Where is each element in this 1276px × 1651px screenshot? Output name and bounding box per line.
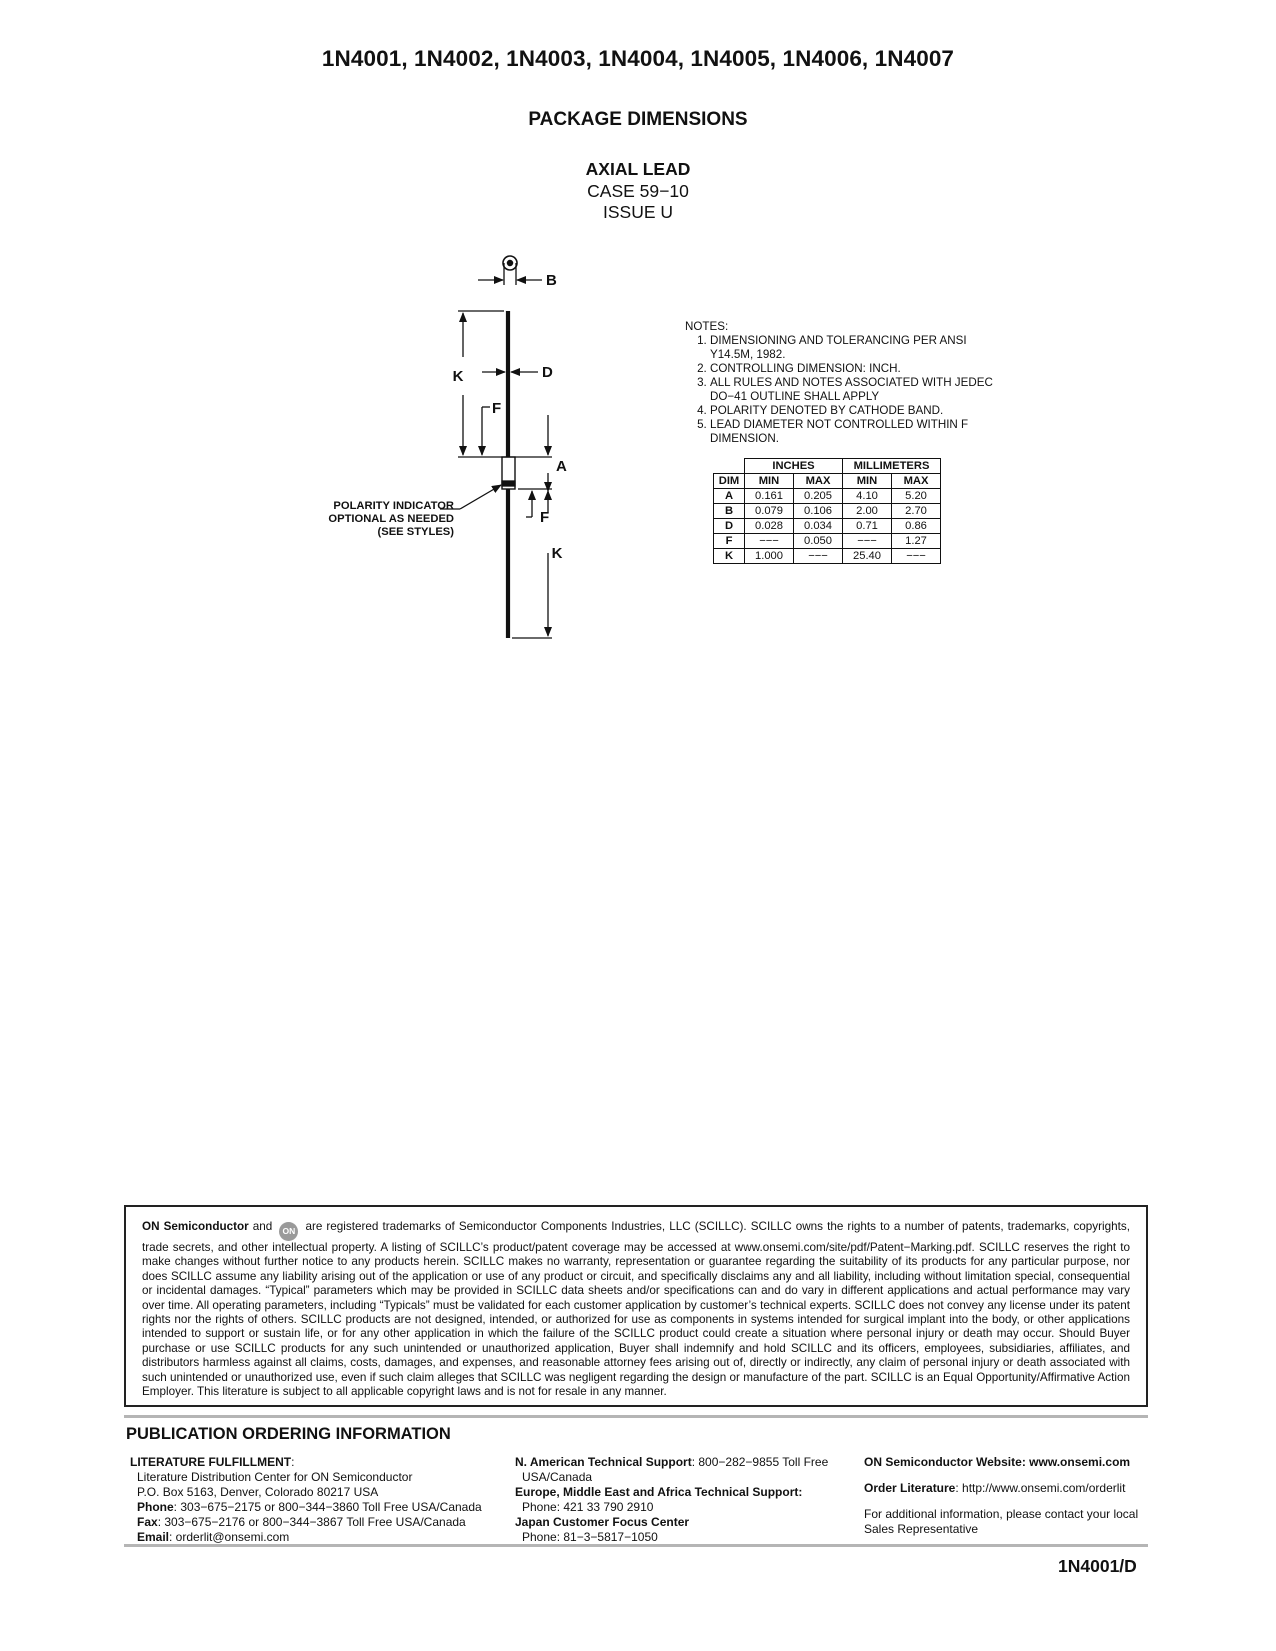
emea-support-label: Europe, Middle East and Africa Technical Support: bbox=[515, 1485, 803, 1499]
table-row bbox=[714, 489, 941, 504]
phone-value: : 303−675−2175 or 800−344−3860 Toll Free USA/Canada bbox=[173, 1500, 482, 1514]
polarity-leader bbox=[460, 485, 501, 509]
cell-in-min: 0.161 bbox=[745, 489, 794, 504]
document-id: 1N4001/D bbox=[1058, 1556, 1137, 1576]
cell-in-max: 0.050 bbox=[794, 534, 843, 549]
contact-text: For additional information, please contact your local Sales Representative bbox=[864, 1507, 1139, 1536]
cell-in-min: 0.028 bbox=[745, 519, 794, 534]
japan-center-label: Japan Customer Focus Center bbox=[515, 1515, 690, 1529]
label-f-bottom: F bbox=[540, 509, 550, 526]
table-row bbox=[714, 519, 941, 534]
notes-block bbox=[685, 320, 1005, 446]
polarity-line-3: (SEE STYLES) bbox=[377, 526, 454, 538]
cell-mm-max: −−− bbox=[892, 549, 941, 564]
literature-column bbox=[130, 1455, 510, 1545]
header-in-min: MIN bbox=[745, 474, 794, 489]
cell-mm-min: 4.10 bbox=[843, 489, 892, 504]
cell-in-min: −−− bbox=[745, 534, 794, 549]
note-item: 2. CONTROLLING DIMENSION: INCH. bbox=[710, 362, 1005, 376]
website-link[interactable]: www.onsemi.com bbox=[1029, 1455, 1131, 1469]
order-literature-link[interactable]: : http://www.onsemi.com/orderlit bbox=[955, 1481, 1126, 1495]
cell-in-min: 1.000 bbox=[745, 549, 794, 564]
cell-in-max: 0.106 bbox=[794, 504, 843, 519]
header-millimeters: MILLIMETERS bbox=[843, 459, 941, 474]
table-row bbox=[714, 504, 941, 519]
end-view-inner-circle bbox=[507, 260, 512, 265]
legal-and: and bbox=[252, 1220, 273, 1233]
package-name: AXIAL LEAD bbox=[585, 159, 691, 179]
label-b: B bbox=[546, 272, 557, 289]
na-support-label: N. American Technical Support bbox=[515, 1455, 692, 1469]
notes-heading: NOTES: bbox=[685, 320, 729, 333]
literature-colon: : bbox=[291, 1455, 295, 1469]
cell-in-min: 0.079 bbox=[745, 504, 794, 519]
cell-mm-min: 0.71 bbox=[843, 519, 892, 534]
divider-top bbox=[124, 1415, 1148, 1418]
email-label: Email bbox=[137, 1530, 170, 1544]
japan-center-phone: Phone: 81−3−5817−1050 bbox=[522, 1530, 658, 1544]
header-mm-min: MIN bbox=[843, 474, 892, 489]
cell-in-max: −−− bbox=[794, 549, 843, 564]
cell-mm-max: 1.27 bbox=[892, 534, 941, 549]
cell-mm-max: 2.70 bbox=[892, 504, 941, 519]
label-k-bottom: K bbox=[551, 545, 563, 562]
cell-mm-max: 5.20 bbox=[892, 489, 941, 504]
package-issue: ISSUE U bbox=[602, 202, 674, 222]
header-inches: INCHES bbox=[745, 459, 843, 474]
notes-list bbox=[685, 334, 1005, 446]
dimension-table bbox=[713, 458, 941, 564]
header-in-max: MAX bbox=[794, 474, 843, 489]
literature-line-1: Literature Distribution Center for ON Semiconductor bbox=[137, 1470, 413, 1484]
order-literature-label: Order Literature bbox=[864, 1481, 956, 1495]
note-item: 4. POLARITY DENOTED BY CATHODE BAND. bbox=[710, 404, 1005, 418]
website-label: ON Semiconductor Website bbox=[864, 1455, 1022, 1469]
cell-dim: B bbox=[714, 504, 745, 519]
cell-mm-min: 25.40 bbox=[843, 549, 892, 564]
cell-in-max: 0.205 bbox=[794, 489, 843, 504]
emea-support-phone: Phone: 421 33 790 2910 bbox=[522, 1500, 654, 1514]
package-case: CASE 59−10 bbox=[587, 181, 689, 201]
label-k-top: K bbox=[452, 368, 464, 385]
na-support-region: USA/Canada bbox=[522, 1470, 593, 1484]
literature-line-2: P.O. Box 5163, Denver, Colorado 80217 USA bbox=[137, 1485, 379, 1499]
table-header-row bbox=[714, 459, 941, 474]
support-column bbox=[515, 1455, 855, 1545]
cell-mm-min: −−− bbox=[843, 534, 892, 549]
cell-dim: K bbox=[714, 549, 745, 564]
page-title: 1N4001, 1N4002, 1N4003, 1N4004, 1N4005, 1N4006, 1N4007 bbox=[321, 46, 955, 71]
phone-label: Phone bbox=[137, 1500, 174, 1514]
divider-bottom bbox=[124, 1544, 1148, 1547]
cell-dim: A bbox=[714, 489, 745, 504]
email-value: : orderlit@onsemi.com bbox=[169, 1530, 290, 1544]
na-support-value: : 800−282−9855 Toll Free bbox=[691, 1455, 829, 1469]
company-name: ON Semiconductor bbox=[142, 1220, 249, 1233]
on-logo-icon: ON bbox=[279, 1222, 298, 1241]
fax-value: : 303−675−2176 or 800−344−3867 Toll Free USA/Canada bbox=[157, 1515, 466, 1529]
header-dim: DIM bbox=[714, 474, 745, 489]
literature-heading: LITERATURE FULFILLMENT bbox=[130, 1455, 292, 1469]
header-mm-max: MAX bbox=[892, 474, 941, 489]
table-row bbox=[714, 549, 941, 564]
section-title: PACKAGE DIMENSIONS bbox=[528, 109, 748, 130]
label-d: D bbox=[542, 364, 553, 381]
table-row bbox=[714, 534, 941, 549]
cell-in-max: 0.034 bbox=[794, 519, 843, 534]
cathode-band bbox=[502, 481, 515, 486]
note-item: 1. DIMENSIONING AND TOLERANCING PER ANSI Y14.5M, 1982. bbox=[710, 334, 1005, 362]
label-a: A bbox=[556, 458, 567, 475]
legal-disclaimer-box bbox=[124, 1205, 1148, 1407]
cell-dim: D bbox=[714, 519, 745, 534]
cell-dim: F bbox=[714, 534, 745, 549]
legal-body: are registered trademarks of Semiconductor Components Industries, LLC (SCILLC). SCILLC owns the rights to a number of patents, trademarks, copyrights, trade secrets, and other intellectual property. A listing of SCILLC’s product/patent coverage may be accessed at www.onsemi.com/site/pdf/Patent−Marking.pdf. SCILLC reserves the right to make changes without further notice to any products herein. SCILLC makes no warranty, representation or guarantee regarding the suitability of its products for any particular purpose, nor does SCILLC assume any liability arising out of the application or use of any product or circuit, and specifically disclaims any and all liability, including without limitation special, consequential or incidental damages. “Typical” parameters which may be provided in SCILLC data sheets and/or specifications can and do vary in different applications and actual performance may vary over time. All operating parameters, including “Typicals” must be validated for each customer application by customer’s technical experts. SCILLC does not convey any license under its patent rights nor the rights of others. SCILLC products are not designed, intended, or authorized for use as components in systems intended for surgical implant into the body, or other applications intended to support or sustain life, or for any other application in which the failure of the SCILLC product could create a situation where personal injury or death may occur. Should Buyer purchase or use SCILLC products for any such unintended or unauthorized application, Buyer shall indemnify and hold SCILLC and its officers, employees, subsidiaries, affiliates, and distributors harmless against all claims, costs, damages, and expenses, and reasonable attorney fees arising out of, directly or indirectly, any claim of personal injury or death associated with such unintended or unauthorized use, even if such claim alleges that SCILLC was negligent regarding the design or manufacture of the part. SCILLC is an Equal Opportunity/Affirmative Action Employer. This literature is subject to all applicable copyright laws and is not for resale in any manner. bbox=[142, 1220, 1130, 1399]
cell-mm-max: 0.86 bbox=[892, 519, 941, 534]
polarity-line-1: POLARITY INDICATOR bbox=[333, 500, 454, 512]
fax-label: Fax bbox=[137, 1515, 158, 1529]
polarity-line-2: OPTIONAL AS NEEDED bbox=[328, 513, 454, 525]
cell-mm-min: 2.00 bbox=[843, 504, 892, 519]
package-outline-drawing bbox=[290, 245, 610, 645]
web-column: ON Semiconductor Website: www.onsemi.com Order Literature: http://www.onsemi.com/orderlit For additional information, please contact your local Sales Representative bbox=[864, 1455, 1154, 1537]
note-item: 5. LEAD DIAMETER NOT CONTROLLED WITHIN F DIMENSION. bbox=[710, 418, 1005, 446]
note-item: 3. ALL RULES AND NOTES ASSOCIATED WITH JEDEC DO−41 OUTLINE SHALL APPLY bbox=[710, 376, 1005, 404]
label-f-top: F bbox=[492, 400, 502, 417]
ordering-title: PUBLICATION ORDERING INFORMATION bbox=[126, 1425, 451, 1443]
table-header-row bbox=[714, 474, 941, 489]
